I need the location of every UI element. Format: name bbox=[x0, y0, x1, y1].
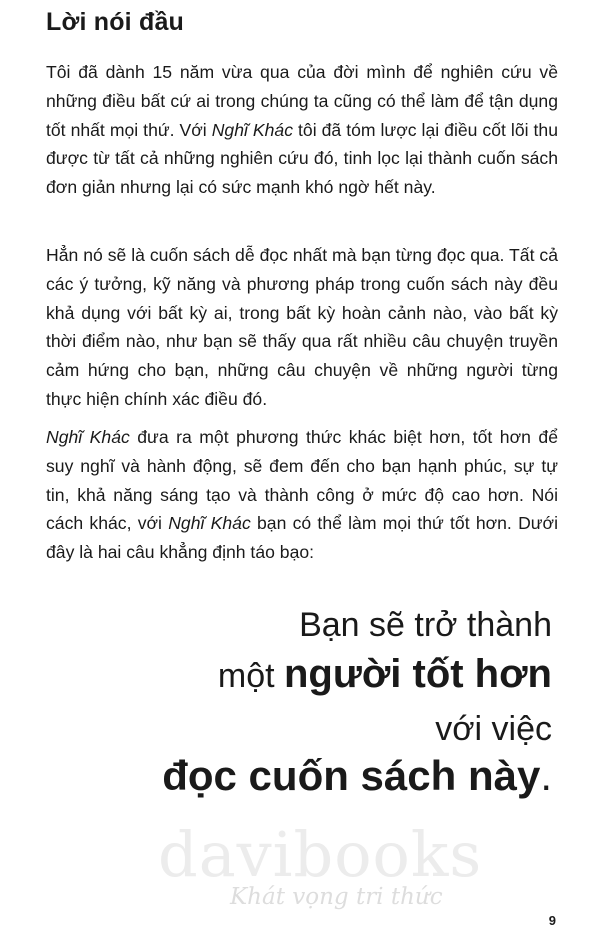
quote-line-1: Bạn sẽ trở thành bbox=[299, 606, 552, 644]
watermark-tagline: Khát vọng tri thức bbox=[230, 884, 443, 910]
book-title-italic: Nghĩ Khác bbox=[211, 119, 294, 140]
paragraph-3-text-a: đưa ra một phương thức khác biệt hơn, tốt hơn để suy nghĩ và hành động, sẽ đem đến cho bạn hạnh phúc, sự tự tin, khả năng sáng tạo và thành công ở mức độ cao hơn. Nói cách khác, với bbox=[46, 427, 558, 534]
paragraph-2: Hẳn nó sẽ là cuốn sách dễ đọc nhất mà bạn từng đọc qua. Tất cả các ý tưởng, kỹ năng và phương pháp trong cuốn sách này đều khả dụng với bất kỳ ai, trong bất kỳ hoàn cảnh nào, vào bất kỳ thời điểm nào, như bạn sẽ thấy qua rất nhiều câu chuyện truyền cảm hứng cho bạn, những câu chuyện về những người từng thực hiện chính xác điều đó. bbox=[46, 245, 558, 409]
page-heading: Lời nói đầu bbox=[46, 8, 185, 36]
quote-line-4 bbox=[162, 752, 552, 800]
paragraph-3 bbox=[46, 423, 558, 567]
page-number: 9 bbox=[548, 913, 556, 928]
paragraph-1-text-a: Tôi đã dành 15 năm vừa qua của đời mình để nghiên cứu về những điều bất cứ ai trong chúng ta cũng có thể làm để tận dụng tốt nhất mọi thứ. Với bbox=[46, 62, 558, 140]
paragraph-3-text-b: bạn có thể làm mọi thứ tốt hơn. Dưới đây là hai câu khẳng định táo bạo: bbox=[46, 513, 558, 563]
paragraph-1 bbox=[46, 58, 558, 202]
quote-line-4-text: đọc cuốn sách này bbox=[162, 752, 541, 799]
watermark-logo: davibooks bbox=[158, 818, 483, 891]
book-title-italic: Nghĩ Khác bbox=[168, 513, 251, 534]
book-title-italic: Nghĩ Khác bbox=[46, 427, 130, 447]
quote-line-2 bbox=[218, 652, 552, 697]
quote-line-4-period: . bbox=[540, 752, 552, 799]
quote-line-2-bold: người tốt hơn bbox=[284, 652, 552, 696]
quote-line-2-prefix: một bbox=[217, 657, 284, 695]
quote-line-3: với việc bbox=[435, 710, 552, 748]
paragraph-1-text-b: tôi đã tóm lược lại điều cốt lõi thu được từ tất cả những nghiên cứu đó, tinh lọc lại thành cuốn sách đơn giản nhưng lại có sức mạnh khó ngờ hết này. bbox=[46, 119, 558, 198]
